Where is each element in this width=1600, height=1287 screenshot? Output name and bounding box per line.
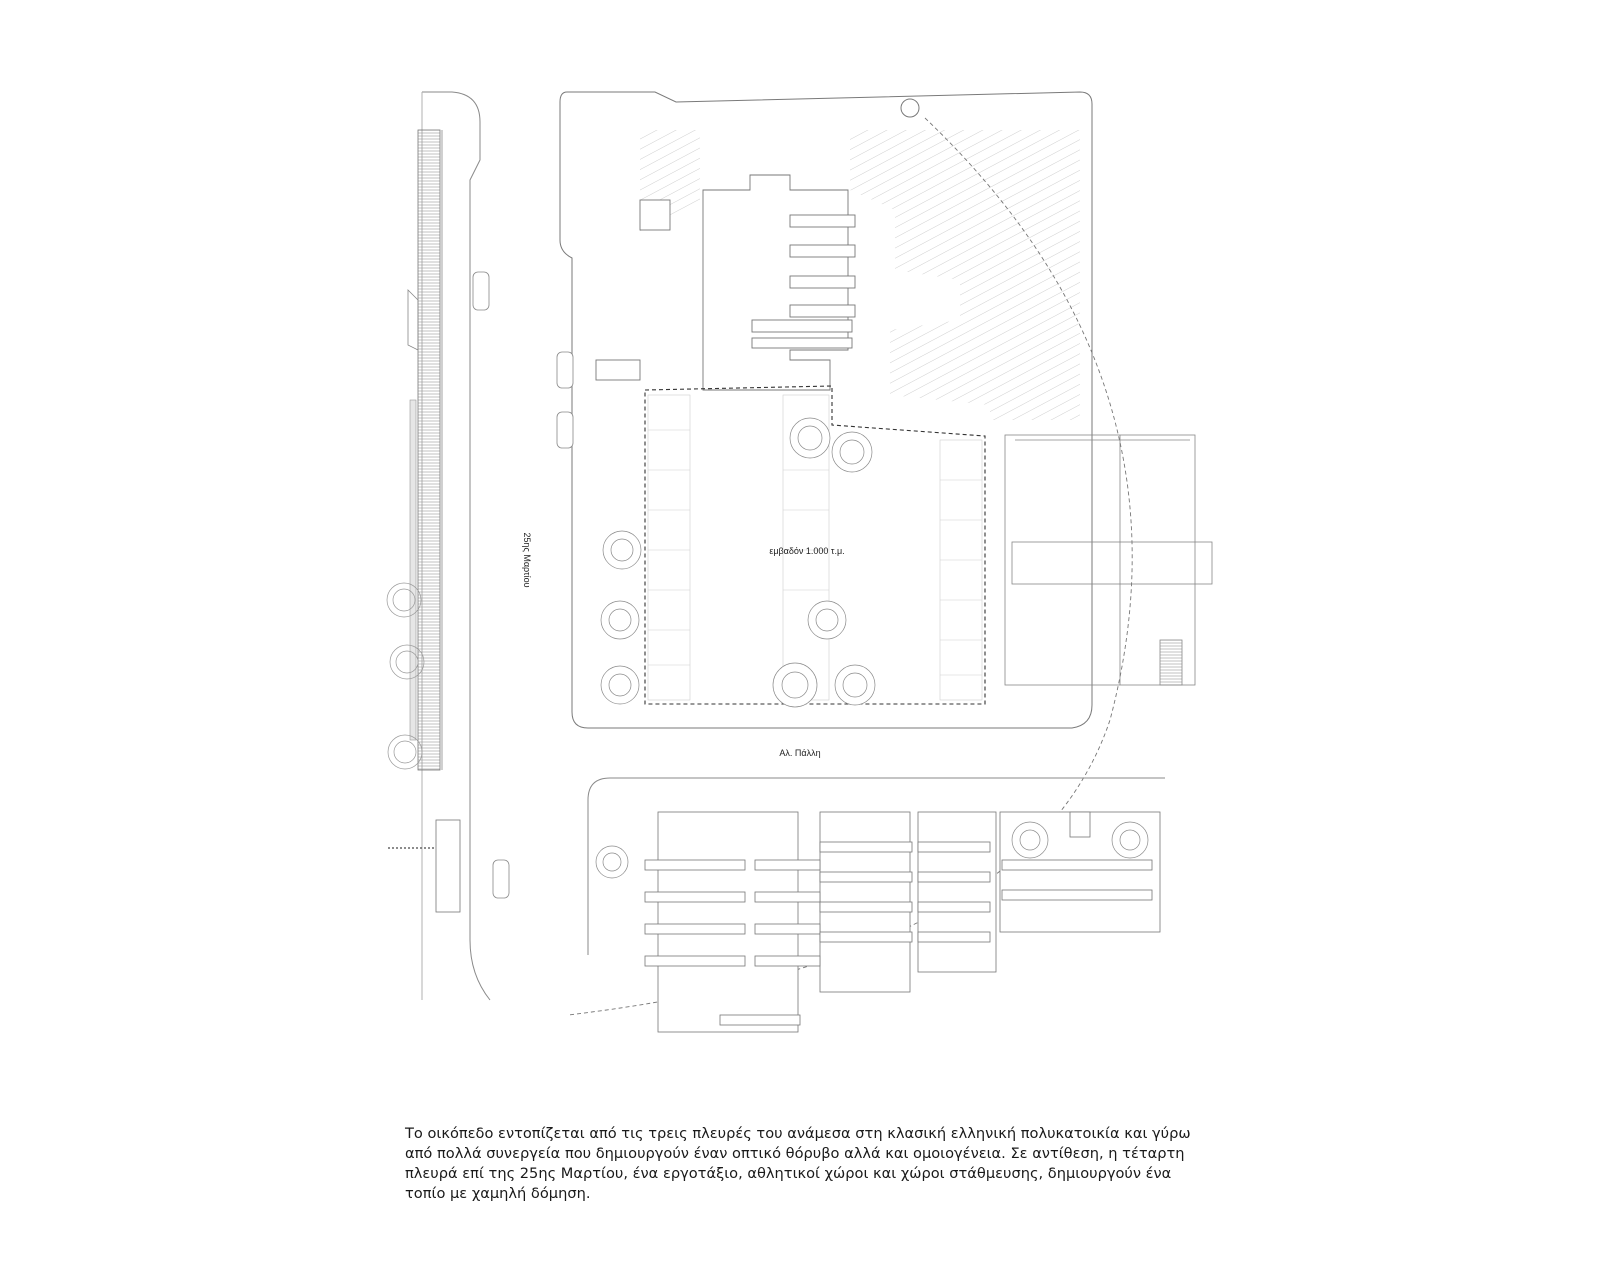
caption-paragraph: Το οικόπεδο εντοπίζεται από τις τρεις πλευρές του ανάμεσα στη κλασική ελληνική πολυκατοικία και γύρω από πολλά συνεργεία που δημιουργούν έναν οπτικό θόρυβο αλλά και ομοιογένεια. Σε αντίθεση, η τέταρτη πλευρά επί της 25ης Μαρτίου, ένα εργοτάξιο, αθλητικοί χώροι και χώροι στάθμευσης, δημιουργούν ένα τοπίο με χαμηλή δόμηση. xyxy=(405,1125,1191,1202)
parked-cars-lot xyxy=(557,352,573,448)
east-annex xyxy=(1005,435,1212,685)
south-buildings xyxy=(645,812,1160,1032)
west-sidewalk-strip xyxy=(388,130,460,912)
area-label: εμβαδόν 1.000 τ.μ. xyxy=(769,546,845,556)
north-building xyxy=(596,175,855,390)
parking-trees xyxy=(601,418,875,707)
parked-cars-west xyxy=(473,272,509,898)
street-label-west: 25ης Μαρτίου xyxy=(522,532,532,588)
street-label-south: Αλ. Πάλλη xyxy=(779,748,821,758)
